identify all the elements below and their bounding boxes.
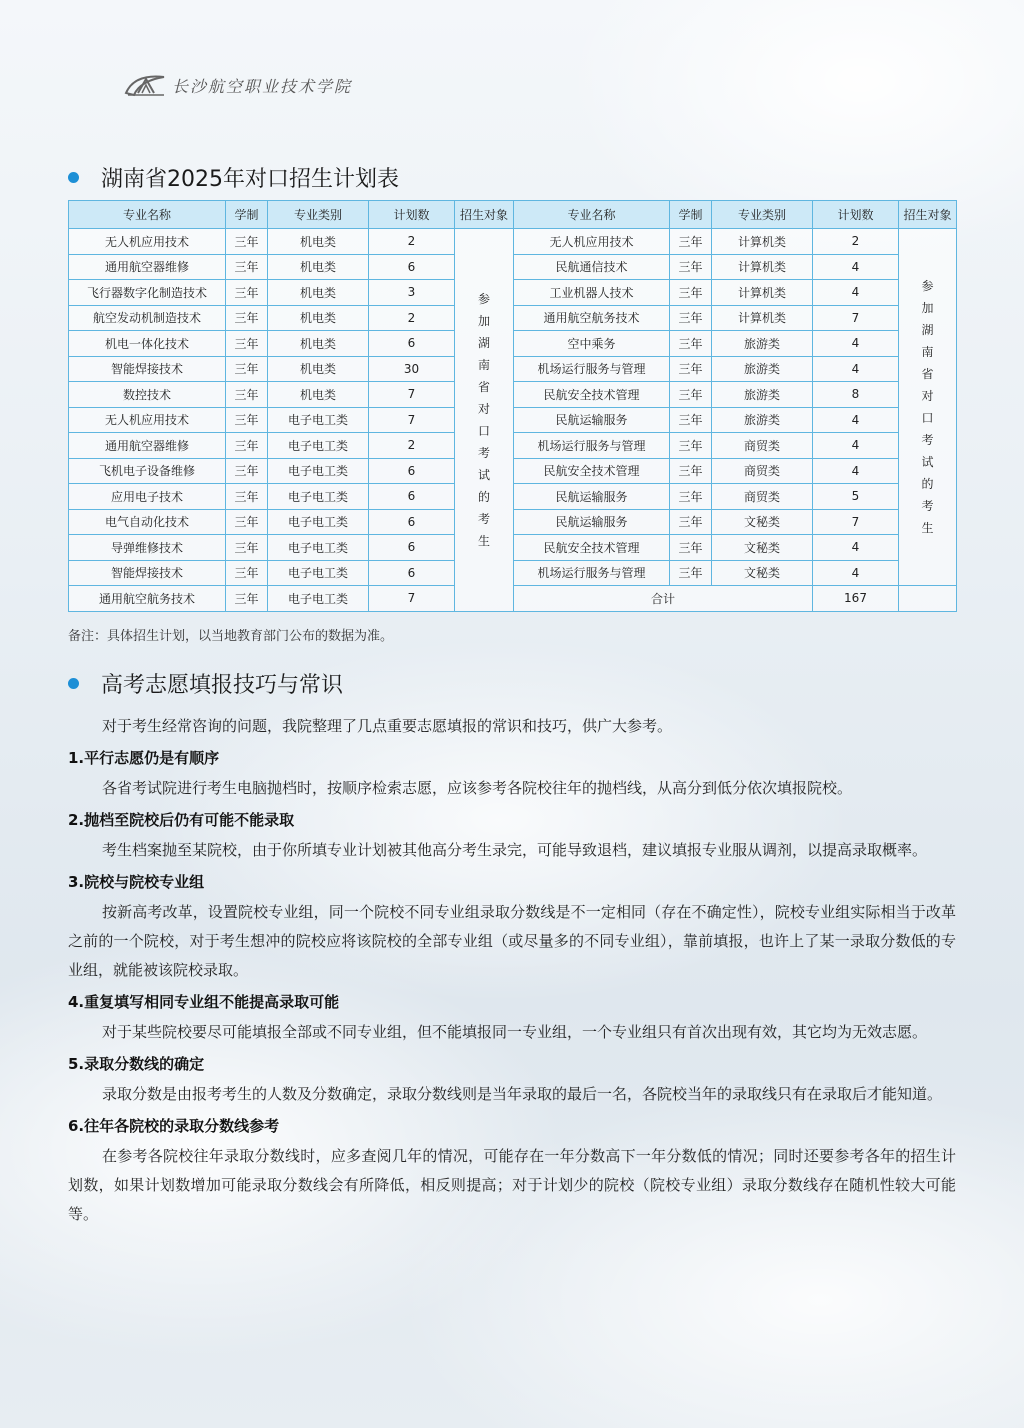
table-cell: 空中乘务 [514,331,670,357]
table-cell: 电子电工类 [268,458,369,484]
table-cell: 通用航空器维修 [69,433,226,459]
target-cell-right [899,229,957,586]
table-cell: 3 [369,280,455,306]
tip-heading: 4.重复填写相同专业组不能提高录取可能 [68,993,340,1011]
school-logo [124,70,352,100]
table-cell: 4 [813,535,899,561]
table-cell: 旅游类 [712,331,813,357]
table-cell: 30 [369,356,455,382]
table-cell: 民航运输服务 [514,484,670,510]
table-cell: 计算机类 [712,305,813,331]
target-char: 口 [477,423,490,438]
table-cell: 民航安全技术管理 [514,458,670,484]
table-cell: 文秘类 [712,560,813,586]
table-cell: 6 [369,484,455,510]
table-cell: 4 [813,280,899,306]
section-title-tips [68,668,343,699]
table-cell: 三年 [670,433,712,459]
col-header: 专业名称 [514,201,670,229]
table-cell: 6 [369,254,455,280]
table-cell: 机电类 [268,280,369,306]
table-cell: 商贸类 [712,484,813,510]
table-cell: 电子电工类 [268,509,369,535]
target-char: 省 [921,367,934,381]
table-cell: 商贸类 [712,458,813,484]
table-cell: 6 [369,509,455,535]
table-cell: 三年 [226,356,268,382]
tip-body: 考生档案抛至某院校，由于你所填专业计划被其他高分考生录完，可能导致退档，建议填报专业服从调剂，以提高录取概率。 [102,841,928,859]
table-cell: 三年 [226,254,268,280]
col-header: 专业类别 [268,201,369,229]
table-cell: 机电类 [268,305,369,331]
tip-body: 各省考试院进行考生电脑抛档时，按顺序检索志愿，应该参考各院校往年的抛档线，从高分到低分依次填报院校。 [102,779,853,797]
target-char: 参 [921,279,934,293]
target-char: 参 [477,291,490,306]
tip-body: 对于某些院校要尽可能填报全部或不同专业组，但不能填报同一专业组，一个专业组只有首次出现有效，其它均为无效志愿。 [102,1023,928,1041]
target-char: 口 [921,411,934,425]
table-cell: 旅游类 [712,407,813,433]
col-header: 计划数 [369,201,455,229]
target-char: 湖 [477,335,490,350]
table-cell: 三年 [226,586,268,612]
table-cell: 三年 [226,433,268,459]
table-cell: 旅游类 [712,356,813,382]
bullet-dot-icon [68,678,79,689]
bullet-dot-icon [68,172,79,183]
enrollment-plan-table [68,200,957,612]
table-cell: 机电一体化技术 [69,331,226,357]
table-cell: 三年 [670,382,712,408]
target-char: 生 [921,521,934,535]
target-char: 加 [477,313,490,328]
tips-article [68,712,956,1229]
table-cell: 飞行器数字化制造技术 [69,280,226,306]
school-name: 长沙航空职业技术学院 [172,76,353,96]
col-header: 招生对象 [455,201,514,229]
target-char: 湖 [921,323,934,337]
table-cell: 2 [813,229,899,255]
table-cell: 三年 [670,484,712,510]
table-cell: 智能焊接技术 [69,356,226,382]
table-cell: 三年 [226,382,268,408]
table-cell: 文秘类 [712,509,813,535]
table-cell: 6 [369,331,455,357]
empty-cell [899,586,957,612]
tip-heading: 3.院校与院校专业组 [68,873,205,891]
table-cell: 三年 [226,484,268,510]
target-char: 的 [921,477,934,491]
table-cell: 三年 [670,458,712,484]
target-char: 试 [921,455,934,469]
table-cell: 电子电工类 [268,586,369,612]
table-cell: 文秘类 [712,535,813,561]
target-char: 省 [477,379,490,394]
col-header: 学制 [670,201,712,229]
table-cell: 旅游类 [712,382,813,408]
tip-heading: 1.平行志愿仍是有顺序 [68,749,220,767]
table-cell: 三年 [670,331,712,357]
table-cell: 三年 [226,331,268,357]
tip-heading: 2.抛档至院校后仍有可能不能录取 [68,811,295,829]
table-cell: 4 [813,356,899,382]
table-cell: 三年 [670,356,712,382]
table-cell: 飞机电子设备维修 [69,458,226,484]
section-title-text: 高考志愿填报技巧与常识 [101,673,344,698]
table-cell: 民航安全技术管理 [514,535,670,561]
table-cell: 数控技术 [69,382,226,408]
table-cell: 民航运输服务 [514,407,670,433]
table-cell: 应用电子技术 [69,484,226,510]
table-cell: 2 [369,305,455,331]
table-cell: 8 [813,382,899,408]
tip-heading: 6.往年各院校的录取分数线参考 [68,1117,280,1135]
table-cell: 4 [813,433,899,459]
target-char: 试 [477,467,490,482]
target-char: 考 [477,445,490,460]
article-intro: 对于考生经常咨询的问题，我院整理了几点重要志愿填报的常识和技巧，供广大参考。 [102,717,673,735]
table-header-row [69,201,957,229]
table-cell: 机场运行服务与管理 [514,560,670,586]
tips-list [68,745,956,1229]
table-cell: 机电类 [268,331,369,357]
target-char: 考 [477,511,490,526]
target-char: 生 [477,533,490,548]
table-cell: 三年 [670,254,712,280]
table-cell: 机电类 [268,229,369,255]
table-cell: 导弹维修技术 [69,535,226,561]
target-cell-left [455,229,514,612]
section-title-text: 湖南省2025年对口招生计划表 [101,167,399,192]
target-char: 南 [921,345,934,359]
table-cell: 4 [813,331,899,357]
table-cell: 5 [813,484,899,510]
table-cell: 通用航空器维修 [69,254,226,280]
aircraft-wing-logo-icon [124,71,166,99]
col-header: 招生对象 [899,201,957,229]
table-cell: 三年 [670,535,712,561]
tip-heading: 5.录取分数线的确定 [68,1055,205,1073]
table-cell: 三年 [670,509,712,535]
total-label: 合计 [514,586,813,612]
col-header: 专业名称 [69,201,226,229]
table-cell: 计算机类 [712,254,813,280]
table-cell: 三年 [670,229,712,255]
table-cell: 电子电工类 [268,560,369,586]
table-cell: 航空发动机制造技术 [69,305,226,331]
target-char: 加 [921,301,934,315]
table-cell: 7 [369,382,455,408]
table-cell: 机电类 [268,254,369,280]
table-cell: 无人机应用技术 [69,229,226,255]
table-cell: 7 [813,509,899,535]
target-char: 考 [921,499,934,513]
table-cell: 电子电工类 [268,484,369,510]
col-header: 计划数 [813,201,899,229]
section-title-plan [68,162,399,193]
tip-body: 按新高考改革，设置院校专业组，同一个院校不同专业组录取分数线是不一定相同（存在不确定性），院校专业组实际相当于改革之前的一个院校，对于考生想冲的院校应将该院校的全部专业组（或尽量多的不同专业组），靠前填报，也许上了某一录取分数低的专业组，就能被该院校录取。 [68,903,956,979]
table-cell: 智能焊接技术 [69,560,226,586]
table-cell: 7 [369,586,455,612]
table-cell: 三年 [226,280,268,306]
table-cell: 机电类 [268,382,369,408]
table-cell: 三年 [226,509,268,535]
table-cell: 商贸类 [712,433,813,459]
table-note: 备注：具体招生计划，以当地教育部门公布的数据为准。 [68,629,394,644]
table-cell: 无人机应用技术 [514,229,670,255]
table-cell: 2 [369,229,455,255]
table-cell: 工业机器人技术 [514,280,670,306]
table-cell: 三年 [226,305,268,331]
tip-body: 录取分数是由报考考生的人数及分数确定，录取分数线则是当年录取的最后一名，各院校当年的录取线只有在录取后才能知道。 [102,1085,943,1103]
target-char: 对 [477,401,490,416]
tip-body: 在参考各院校往年录取分数线时，应多查阅几年的情况，可能存在一年分数高下一年分数低的情况；同时还要参考各年的招生计划数，如果计划数增加可能录取分数线会有所降低，相反则提高；对于计划少的院校（院校专业组）录取分数线存在随机性较大可能等。 [68,1147,956,1223]
table-cell: 三年 [226,535,268,561]
table-cell: 电子电工类 [268,535,369,561]
table-cell: 4 [813,407,899,433]
table-cell: 三年 [226,229,268,255]
table-cell: 三年 [226,407,268,433]
target-char: 的 [477,489,490,504]
table-cell: 三年 [670,560,712,586]
table-cell: 三年 [670,280,712,306]
table-cell: 电气自动化技术 [69,509,226,535]
table-cell: 无人机应用技术 [69,407,226,433]
table-cell: 4 [813,458,899,484]
table-cell: 三年 [226,560,268,586]
table-cell: 电子电工类 [268,433,369,459]
table-cell: 电子电工类 [268,407,369,433]
table-cell: 7 [369,407,455,433]
table-cell: 民航通信技术 [514,254,670,280]
table-cell: 4 [813,254,899,280]
table-cell: 7 [813,305,899,331]
table-row [69,229,957,255]
target-char: 对 [921,389,934,403]
table-cell: 三年 [226,458,268,484]
table-cell: 6 [369,535,455,561]
total-value: 167 [813,586,899,612]
target-char: 考 [921,433,934,447]
table-cell: 计算机类 [712,280,813,306]
table-cell: 通用航空航务技术 [69,586,226,612]
table-cell: 计算机类 [712,229,813,255]
table-cell: 6 [369,458,455,484]
table-cell: 机电类 [268,356,369,382]
col-header: 学制 [226,201,268,229]
table-cell: 机场运行服务与管理 [514,356,670,382]
table-cell: 民航运输服务 [514,509,670,535]
table-cell: 2 [369,433,455,459]
table-cell: 民航安全技术管理 [514,382,670,408]
target-char: 南 [477,357,490,372]
table-cell: 三年 [670,407,712,433]
table-cell: 6 [369,560,455,586]
table-cell: 4 [813,560,899,586]
col-header: 专业类别 [712,201,813,229]
table-cell: 通用航空航务技术 [514,305,670,331]
table-cell: 机场运行服务与管理 [514,433,670,459]
table-cell: 三年 [670,305,712,331]
